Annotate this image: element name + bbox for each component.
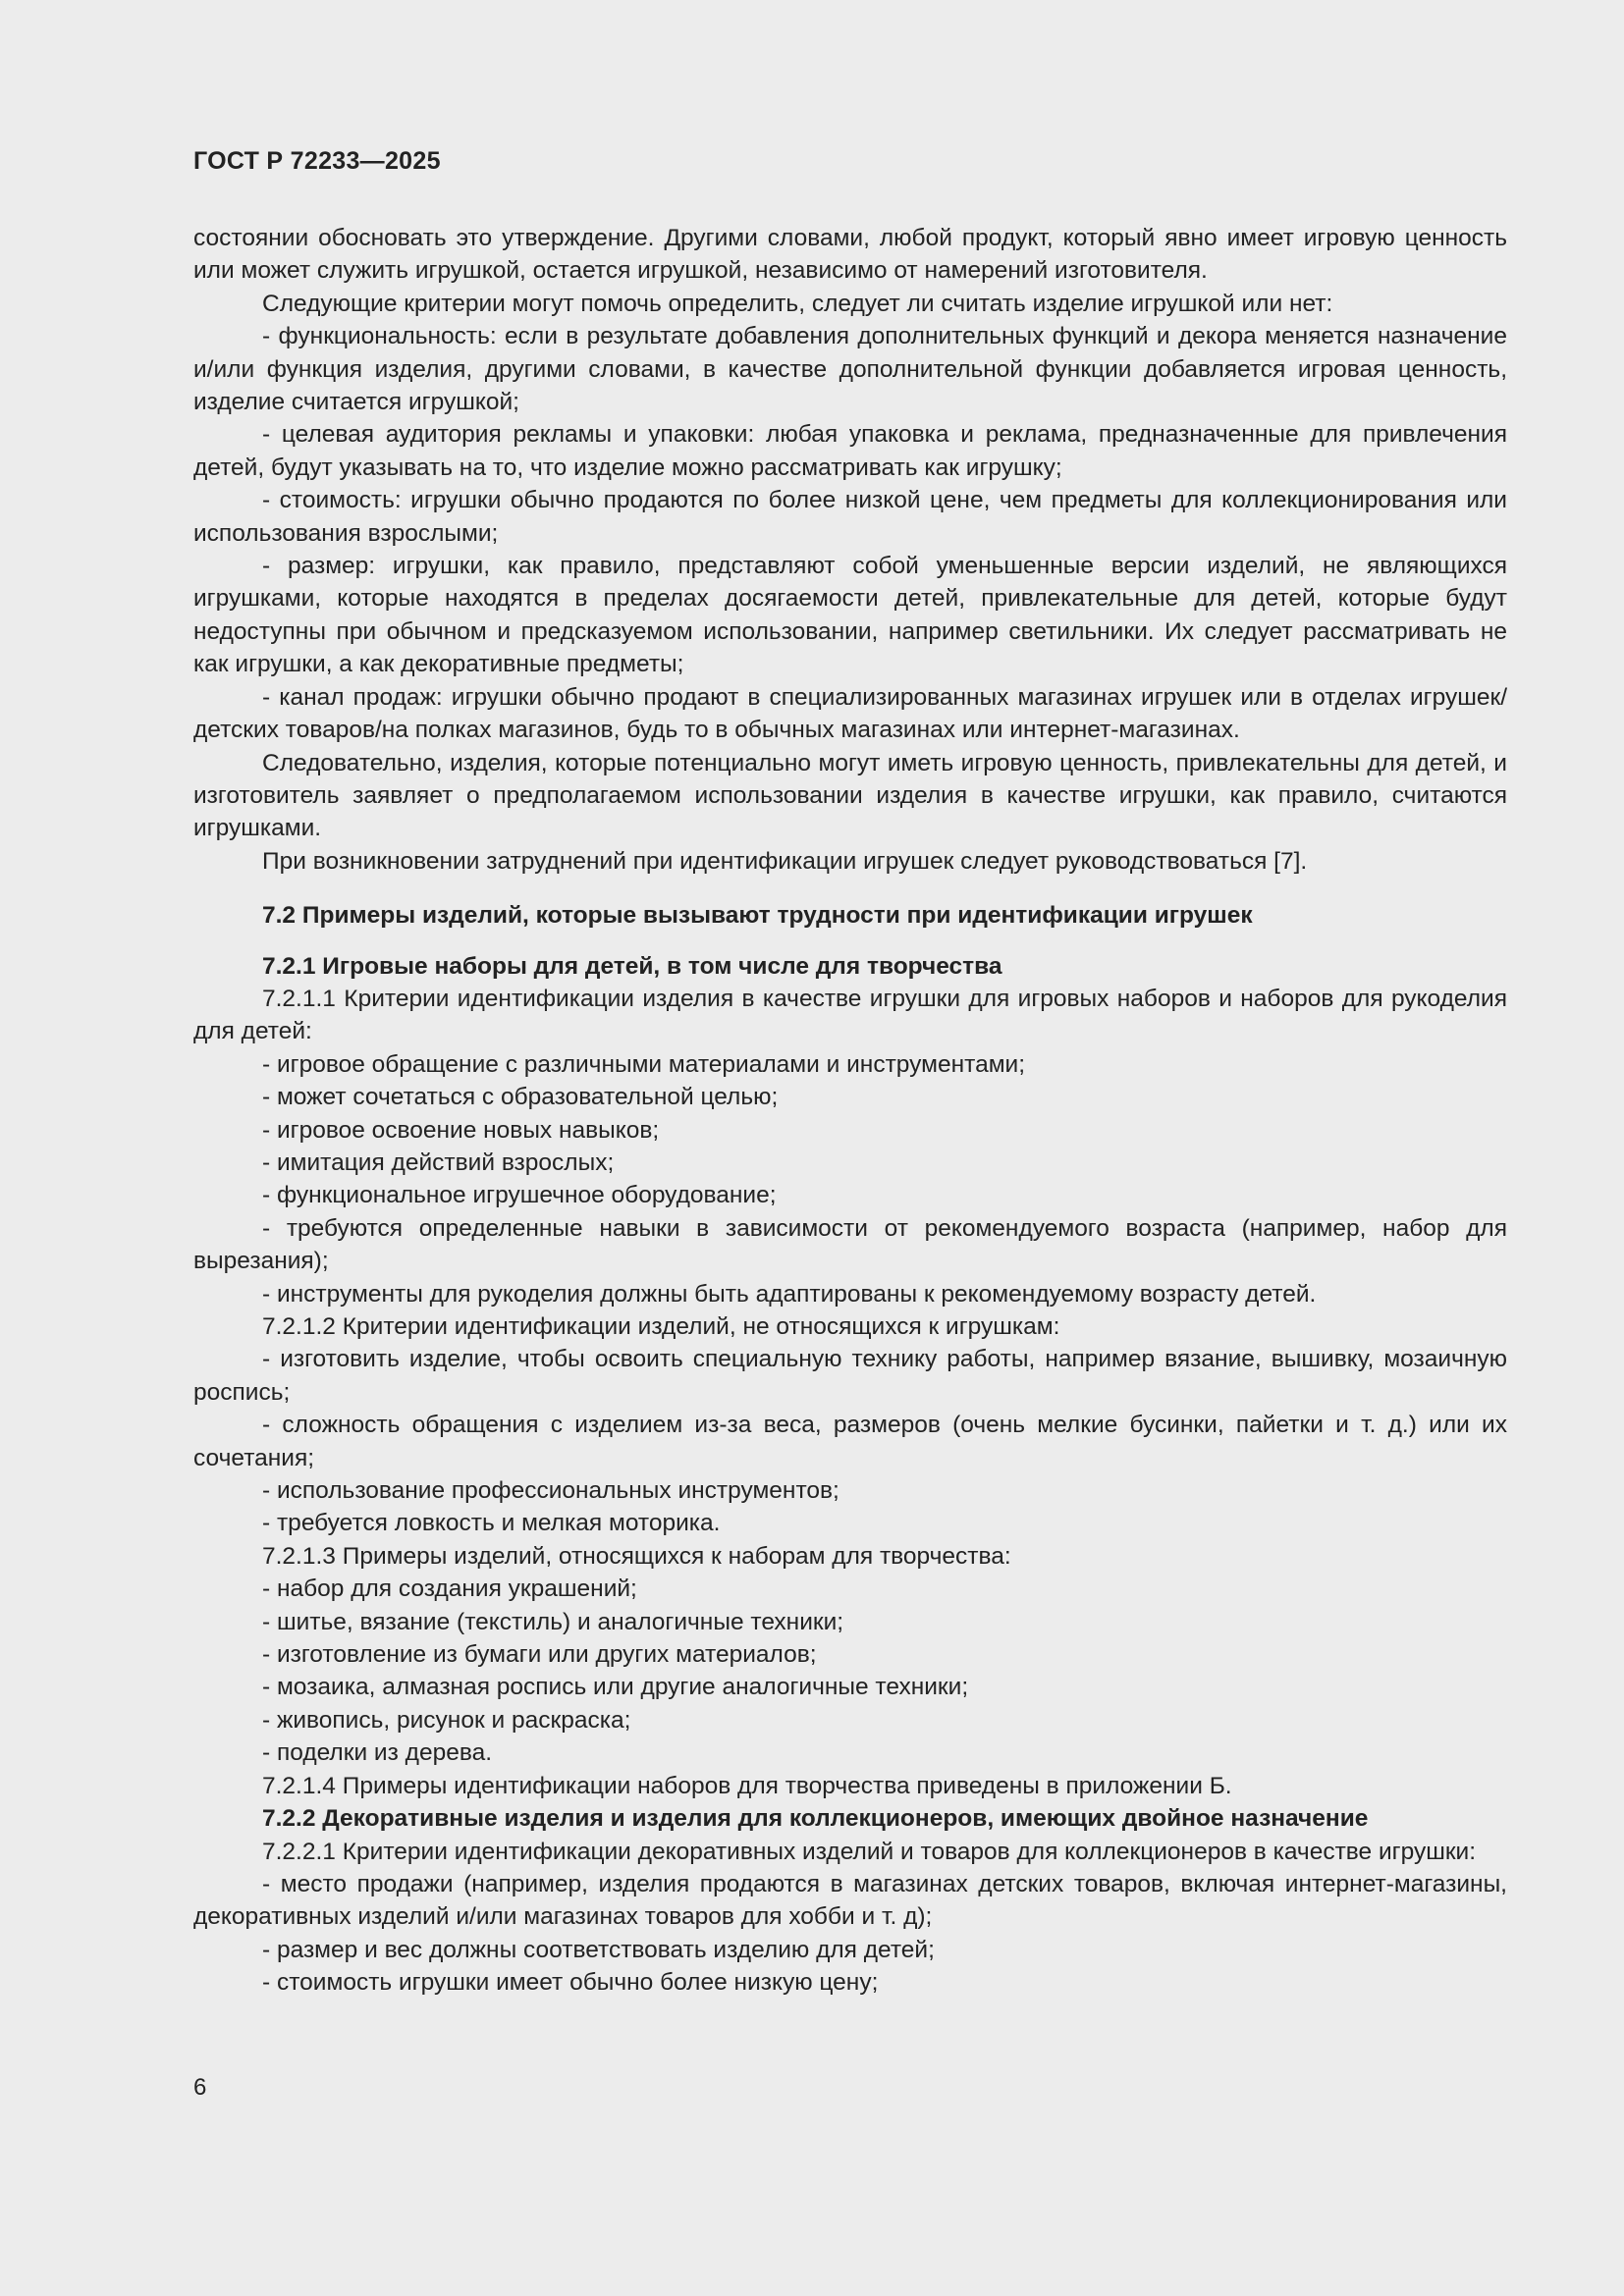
document-body	[193, 222, 1507, 2000]
list-item: - игровое обращение с различными материалами и инструментами;	[262, 1050, 1026, 1078]
paragraph: 7.2.1.3 Примеры изделий, относящихся к наборам для творчества:	[262, 1542, 1011, 1570]
list-item: - стоимость игрушки имеет обычно более низкую цену;	[262, 1969, 879, 1997]
list-item: - функциональное игрушечное оборудование;	[262, 1182, 777, 1209]
list-item: - размер и вес должны соответствовать изделию для детей;	[262, 1936, 935, 1963]
paragraph: Следовательно, изделия, которые потенциально могут иметь игровую ценность, привлекательны для детей, и изготовитель заявляет о предполагаемом использовании изделия в качестве игрушки, как правило, считаются игрушками.	[193, 749, 1507, 842]
list-item: - живопись, рисунок и раскраска;	[262, 1706, 631, 1734]
list-item: - изготовить изделие, чтобы освоить специальную технику работы, например вязание, вышивку, мозаичную роспись;	[193, 1346, 1507, 1406]
paragraph: Следующие критерии могут помочь определить, следует ли считать изделие игрушкой или нет:	[262, 290, 1333, 317]
list-item: - набор для создания украшений;	[262, 1575, 637, 1603]
paragraph: 7.2.1.4 Примеры идентификации наборов для творчества приведены в приложении Б.	[262, 1772, 1232, 1799]
paragraph: При возникновении затруднений при идентификации игрушек следует руководствоваться [7].	[262, 847, 1308, 875]
list-item: - стоимость: игрушки обычно продаются по более низкой цене, чем предметы для коллекционирования или использования взрослыми;	[193, 487, 1507, 547]
list-item: - игровое освоение новых навыков;	[262, 1116, 660, 1144]
list-item: - канал продаж: игрушки обычно продают в специализированных магазинах игрушек или в отделах игрушек/детских товаров/на полках магазинов, будь то в обычных магазинах или интернет-магазинах.	[193, 683, 1507, 744]
list-item: - функциональность: если в результате добавления дополнительных функций и декора меняется назначение и/или функция изделия, другими словами, в качестве дополнительной функции добавляется игровая ценность, изделие считается игрушкой;	[193, 323, 1507, 416]
list-item: - размер: игрушки, как правило, представляют собой уменьшенные версии изделий, не являющихся игрушками, которые находятся в пределах досягаемости детей, привлекательные для детей, которые будут недоступны при обычном и предсказуемом использовании, например светильники. Их следует рассматривать не как игрушки, а как декоративные предметы;	[193, 553, 1507, 678]
subsection-heading: 7.2.1 Игровые наборы для детей, в том числе для творчества	[262, 952, 1002, 980]
list-item: - может сочетаться с образовательной целью;	[262, 1084, 779, 1111]
list-item: - требуются определенные навыки в зависимости от рекомендуемого возраста (например, набор для вырезания);	[193, 1214, 1507, 1275]
list-item: - место продажи (например, изделия продаются в магазинах детских товаров, включая интернет-магазины, декоративных изделий и/или магазинах товаров для хобби и т. д);	[193, 1870, 1507, 1931]
list-item: - инструменты для рукоделия должны быть адаптированы к рекомендуемому возрасту детей.	[262, 1280, 1317, 1308]
subsection-heading: 7.2.2 Декоративные изделия и изделия для коллекционеров, имеющих двойное назначение	[262, 1805, 1369, 1833]
paragraph: 7.2.1.1 Критерии идентификации изделия в качестве игрушки для игровых наборов и наборов для рукоделия для детей:	[193, 985, 1507, 1045]
list-item: - сложность обращения с изделием из-за веса, размеров (очень мелкие бусинки, пайетки и т. д.) или их сочетания;	[193, 1412, 1507, 1471]
document-header: ГОСТ Р 72233—2025	[193, 147, 441, 175]
paragraph: состоянии обосновать это утверждение. Другими словами, любой продукт, который явно имеет игровую ценность или может служить игрушкой, остается игрушкой, независимо от намерений изготовителя.	[193, 225, 1507, 285]
page-number: 6	[193, 2074, 207, 2101]
list-item: - использование профессиональных инструментов;	[262, 1477, 839, 1505]
list-item: - поделки из дерева.	[262, 1739, 493, 1767]
section-heading: 7.2 Примеры изделий, которые вызывают трудности при идентификации игрушек	[262, 902, 1253, 930]
list-item: - требуется ловкость и мелкая моторика.	[262, 1510, 721, 1537]
list-item: - целевая аудитория рекламы и упаковки: любая упаковка и реклама, предназначенные для привлечения детей, будут указывать на то, что изделие можно рассматривать как игрушку;	[193, 421, 1507, 481]
paragraph: 7.2.2.1 Критерии идентификации декоративных изделий и товаров для коллекционеров в качестве игрушки:	[262, 1838, 1477, 1865]
paragraph: 7.2.1.2 Критерии идентификации изделий, не относящихся к игрушкам:	[262, 1313, 1060, 1340]
list-item: - шитье, вязание (текстиль) и аналогичные техники;	[262, 1608, 844, 1635]
list-item: - изготовление из бумаги или других материалов;	[262, 1641, 817, 1669]
list-item: - имитация действий взрослых;	[262, 1148, 615, 1176]
list-item: - мозаика, алмазная роспись или другие аналогичные техники;	[262, 1674, 969, 1701]
